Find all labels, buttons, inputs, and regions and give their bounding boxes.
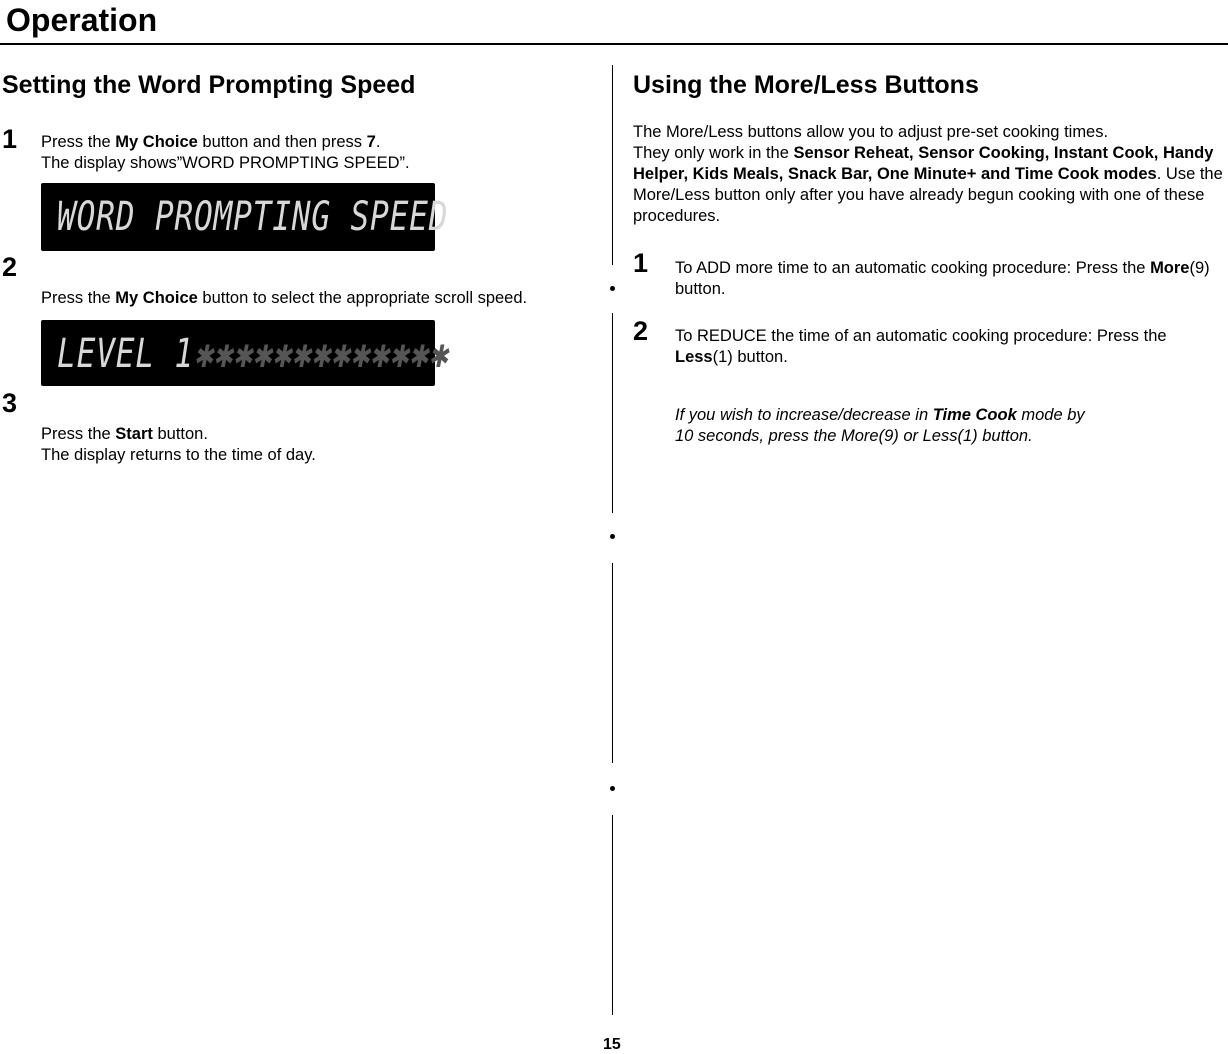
right-step-2-text: To REDUCE the time of an automatic cooking procedure: Press the Less(1) button. bbox=[675, 327, 1167, 366]
right-step-1-text: To ADD more time to an automatic cooking procedure: Press the More(9) button. bbox=[675, 259, 1210, 298]
lcd-display-level bbox=[41, 320, 449, 386]
column-divider bbox=[612, 563, 613, 763]
page-number: 15 bbox=[603, 1036, 621, 1053]
header-rule bbox=[0, 43, 1228, 45]
left-step-1-number: 1 bbox=[2, 124, 18, 154]
left-step-1-text: Press the My Choice button and then press 7. The display shows”WORD PROMPTING SPEED”. bbox=[41, 133, 410, 172]
lcd-display-word-prompting bbox=[41, 183, 449, 251]
page-title: Operation bbox=[6, 2, 158, 38]
left-step-3-number: 3 bbox=[2, 388, 18, 418]
left-step-3-text: Press the Start button. The display returns to the time of day. bbox=[41, 425, 316, 464]
divider-dot bbox=[610, 534, 615, 539]
lcd-display-text: WORD PROMPTING SPEED bbox=[57, 194, 449, 240]
column-divider bbox=[612, 815, 613, 1015]
left-section-title: Setting the Word Prompting Speed bbox=[2, 71, 416, 99]
column-divider bbox=[612, 65, 613, 265]
time-cook-note: If you wish to increase/decrease in Time Cook mode by 10 seconds, press the More(9) or Less(1) button. bbox=[675, 406, 1085, 445]
left-step-2-number: 2 bbox=[2, 252, 18, 282]
lcd-display-text: LEVEL 1✱✱✱✱✱✱✱✱✱✱✱✱✱ bbox=[57, 331, 449, 377]
column-divider bbox=[612, 313, 613, 513]
right-step-2-number: 2 bbox=[633, 316, 649, 346]
right-section-title: Using the More/Less Buttons bbox=[633, 71, 979, 99]
right-step-1-number: 1 bbox=[633, 248, 649, 278]
right-intro-paragraph: The More/Less buttons allow you to adjust pre-set cooking times. They only work in the Sensor Reheat, Sensor Cooking, Instant Cook, Handy Helper, Kids Meals, Snack Bar, One Minute+ and Time Cook modes. Use the More/Less button only after you have already begun cooking with one of these procedures. bbox=[633, 123, 1223, 225]
left-step-2-text: Press the My Choice button to select the appropriate scroll speed. bbox=[41, 289, 528, 307]
divider-dot bbox=[610, 786, 615, 791]
divider-dot bbox=[610, 286, 615, 291]
